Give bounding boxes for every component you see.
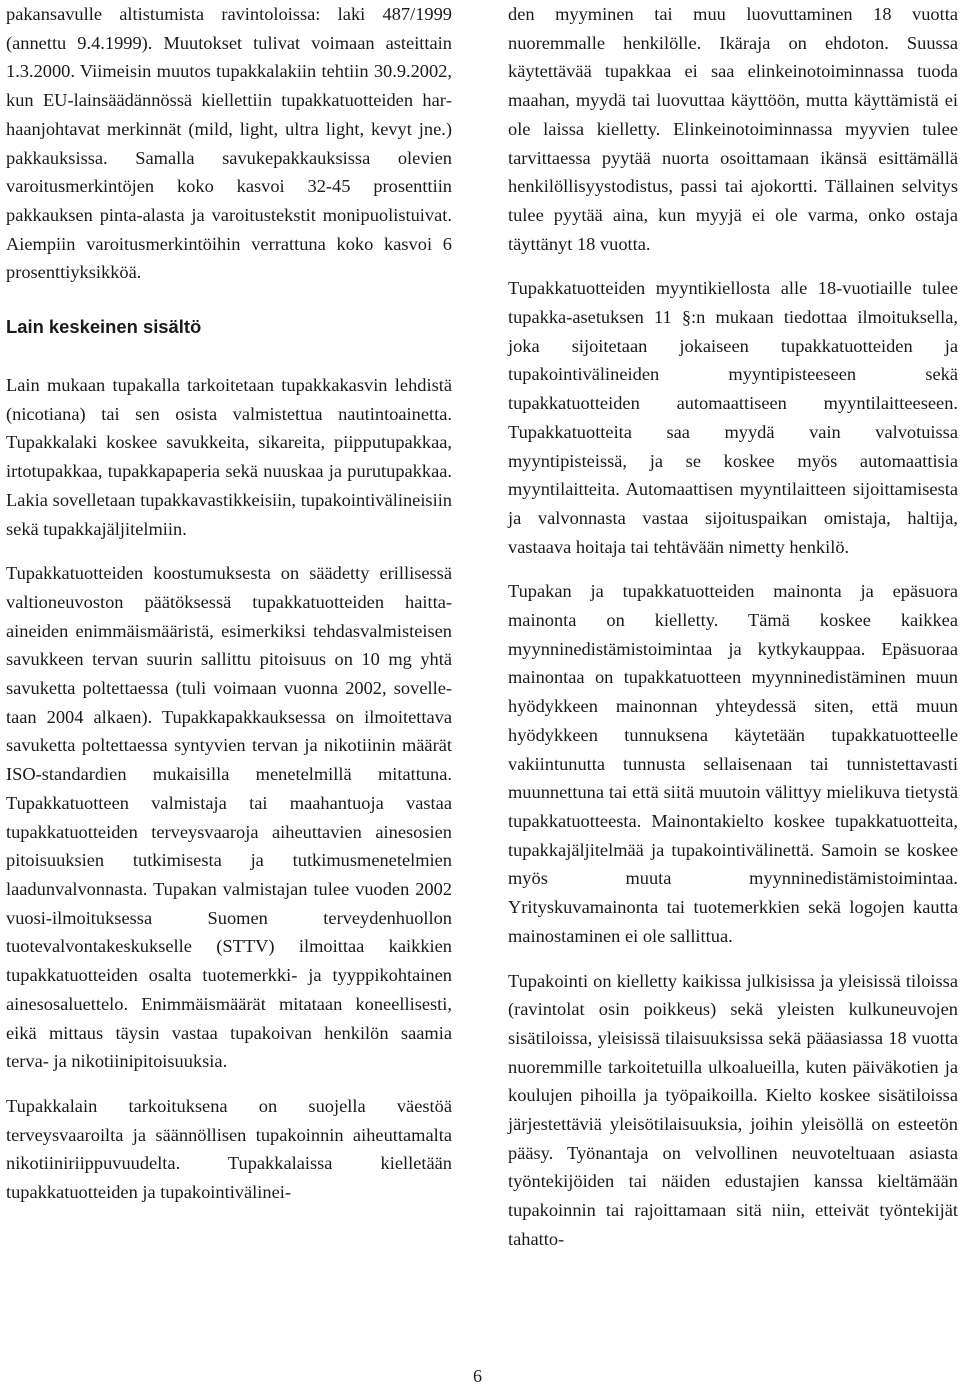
- paragraph: Tupakkalain tarkoituksena on suojella väestöä terveysvaaroilta ja säännöllisen tupakoinnin aiheuttamalta nikotiiniriippuvuudelta. Tupakkalaissa kielletään tupakkatuotteiden ja tupakointivälinei-: [6, 1095, 452, 1203]
- paragraph: Tupakkatuotteiden koostumuksesta on säädetty erillisessä valtioneuvoston päätöksessä tupakkatuotteiden haitta-aineiden enimmäismääristä, esimerkiksi tehdasvalmisteisen savukkeen tervan suurin sallittu pitoisuus on 10 mg yhtä savuketta poltettaessa (tuli voimaan vuonna 2002, sovelletaan 2004 alkaen). Tupakkapakkauksessa on ilmoitettava savuketta poltettaessa syntyvien tervan ja nikotiinin määrät ISO-standardien mukaisilla menetelmillä mitattuna. Tupakkatuotteen valmistaja tai maahantuoja vastaa tupakkatuotteiden terveysvaaroja aiheuttavien ainesosien pitoisuuksien tutkimisesta ja tutkimusmenetelmien laadunvalvonnasta. Tupakan valmistajan tulee vuoden 2002 vuosi-ilmoituksessa Suomen terveydenhuollon tuotevalvontakeskukselle (STTV) ilmoittaa kaikkien tupakkatuotteiden osalta tuotemerkki- ja tyyppikohtainen ainesosaluettelo. Enimmäismäärät mitataan koneellisesti, eikä mittaus täysin vastaa tupakoivan henkilön saamia terva- ja nikotiinipitoisuuksia.: [6, 563, 452, 1072]
- paragraph: den myyminen tai muu luovuttaminen 18 vuotta nuoremmalle henkilölle. Ikäraja on ehdoton. Suussa käytettävää tupakkaa ei saa elinkeinotoiminnassa tuoda maahan, myydä tai luovuttaa käyttöön, mutta käyttämistä ei ole laissa kielletty. Elinkeinotoiminnassa myyvien tulee tarvittaessa pyytää nuorta osoittamaan ikänsä esittämällä henkilöllisyystodistus, passi tai ajokortti. Tällainen selvitys tulee pyytää aina, kun myyjä ei ole varma, onko ostaja täyttänyt 18 vuotta.: [508, 4, 958, 254]
- paragraph: Tupakointi on kielletty kaikissa julkisissa ja yleisissä tiloissa (ravintolat osin poikkeus) sekä yleisten kulkuneuvojen sisätiloissa, yleisissä tilaisuuksissa sekä pääasiassa 18 vuotta nuoremmille tarkoitetuilla ulkoalueilla, kuten päiväkotien ja koulujen pihoilla ja työpaikoilla. Kielto koskee sisätiloissa järjestettäviä yleisötilaisuuksia, joihin yleisöllä on esteetön pääsy. Työnantaja on velvollinen neuvoteltuaan asiasta työntekijöiden tai näiden edustajien kanssa kieltämään tupakoinnin tai rajoittamaan sitä niin, etteivät työntekijät tahatto-: [508, 970, 958, 1249]
- paragraph: Tupakan ja tupakkatuotteiden mainonta ja epäsuora mainonta on kielletty. Tämä koskee kaikkea myynninedistämistoimintaa ja kytkykauppaa. Epäsuoraa mainontaa on tupakkatuotteen myynninedistäminen muun hyödykkeen mainonnan yhteydessä siten, että muun hyödykkeen tunnuksena käytetään tupakkatuotteelle vakiintunutta tunnusta sellaisenaan tai tunnistettavasti muunnettuna tai että siitä muutoin välittyy mielikuva tietystä tupakkatuotteesta. Mainontakielto koskee tupakkatuotteita, tupakkajäljitelmää ja tupakointivälinettä. Samoin se koskee myös muuta myynninedistämistoimintaa. Yrityskuvamainonta tai tuotemerkkien sekä logojen kautta mainostaminen ei ole sallittua.: [508, 581, 958, 946]
- left-column: [6, 0, 452, 1207]
- right-column: [508, 0, 958, 1254]
- section-heading: Lain keskeinen sisältö: [6, 316, 202, 338]
- paragraph: Lain mukaan tupakalla tarkoitetaan tupakkakasvin lehdistä (nicotiana) tai sen osista valmistettua nautintoainetta. Tupakkalaki koskee savukkeita, sikareita, piipputupakkaa, irtotupakkaa, tupakkapaperia sekä nuuskaa ja purutupakkaa. Lakia sovelletaan tupakkavastikkeisiin, tupakointivälineisiin sekä tupakkajäljitelmiin.: [6, 375, 452, 539]
- paragraph: pakansavulle altistumista ravintoloissa: laki 487/1999 (annettu 9.4.1999). Muutokset tulivat voimaan asteittain 1.3.2000. Viimeisin muutos tupakkalakiin tehtiin 30.9.2002, kun EU-lainsäädännössä kiellettiin tupakkatuotteiden harhaanjohtavat merkinnät (mild, light, ultra light, kevyt jne.) pakkauksissa. Samalla savukepakkauksissa olevien varoitusmerkintöjen koko kasvoi 32-45 prosenttiin pakkauksen pinta-alasta ja varoitustekstit monipuolistuivat. Aiempiin varoitusmerkintöihin verrattuna koko kasvoi 6 prosenttiyksikköä.: [6, 4, 452, 283]
- page-number: 6: [473, 1366, 482, 1386]
- paragraph: Tupakkatuotteiden myyntikiellosta alle 18-vuotiaille tulee tupakka-asetuksen 11 §:n mukaan tiedottaa ilmoituksella, joka sijoitetaan jokaiseen tupakkatuotteiden ja tupakointivälineiden myyntipisteeseen sekä tupakkatuotteiden automaattiseen myyntilaitteeseen. Tupakkatuotteita saa myydä vain valvotuissa myyntipisteissä, ja se koskee myös automaattisia myyntilaitteita. Automaattisen myyntilaitteen sijoittamisesta ja valvonnasta vastaa sijoituspaikan omistaja, haltija, vastaava hoitaja tai tehtävään nimetty henkilö.: [508, 278, 958, 557]
